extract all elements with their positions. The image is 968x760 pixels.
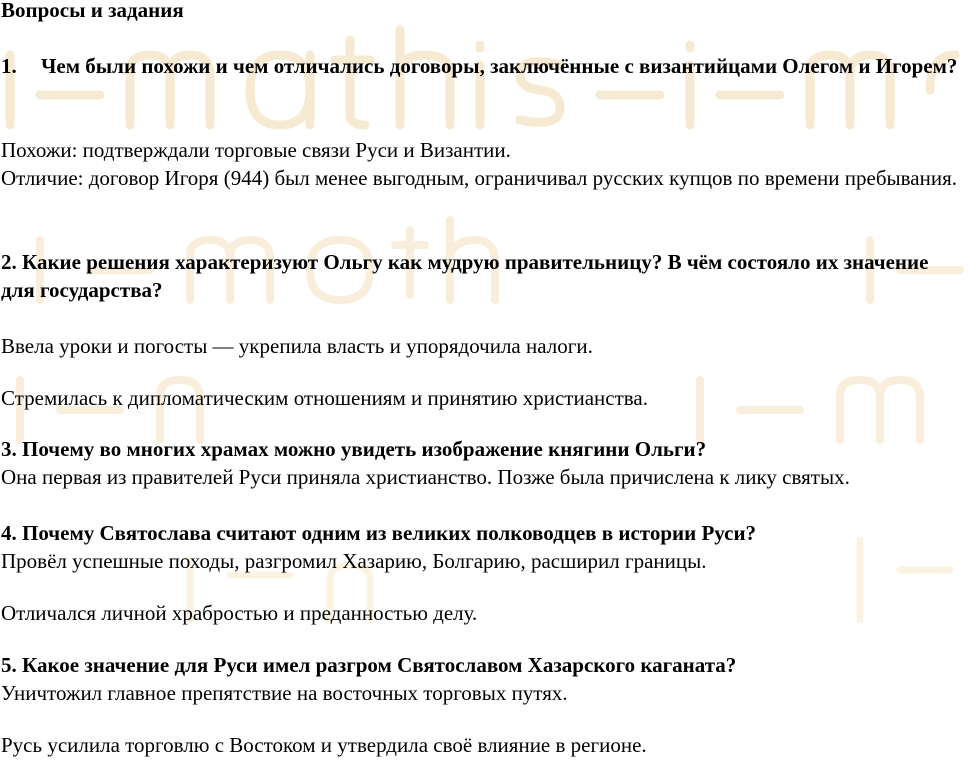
page-title: Вопросы и задания <box>1 0 184 22</box>
answer-5-paragraph-2: Русь усилила торговлю с Востоком и утвердила своё влияние в регионе. <box>1 733 647 757</box>
question-5: 5. Какое значение для Руси имел разгром Святославом Хазарского каганата? <box>1 653 737 677</box>
question-1 <box>1 52 966 80</box>
answer-2-paragraph-2: Стремилась к дипломатическим отношениям и принятию христианства. <box>1 386 648 410</box>
answer-2-paragraph-1: Ввела уроки и погосты — укрепила власть и упорядочила налоги. <box>1 334 593 358</box>
answer-4-paragraph-2: Отличался личной храбростью и преданностью делу. <box>1 601 478 625</box>
answer-1-similarity: Похожи: подтверждали торговые связи Руси и Византии. <box>1 138 511 162</box>
question-4: 4. Почему Святослава считают одним из великих полководцев в истории Руси? <box>1 521 757 545</box>
question-3: 3. Почему во многих храмах можно увидеть изображение княгини Ольги? <box>1 437 707 461</box>
answer-5-paragraph-1: Уничтожил главное препятствие на восточных торговых путях. <box>1 681 568 705</box>
answer-4-paragraph-1: Провёл успешные походы, разгромил Хазарию, Болгарию, расширил границы. <box>1 549 707 573</box>
answer-1-difference: Отличие: договор Игоря (944) был менее выгодным, ограничивал русских купцов по времени пребывания. <box>1 166 957 190</box>
answer-3: Она первая из правителей Руси приняла христианство. Позже была причислена к лику святых. <box>1 465 850 489</box>
question-1-number: 1. <box>1 54 17 78</box>
question-1-text: Чем были похожи и чем отличались договоры, заключённые с византийцами Олегом и Игорем? <box>41 54 958 78</box>
question-2: 2. Какие решения характеризуют Ольгу как мудрую правительницу? В чём состояло их значение для государства? <box>1 250 929 302</box>
